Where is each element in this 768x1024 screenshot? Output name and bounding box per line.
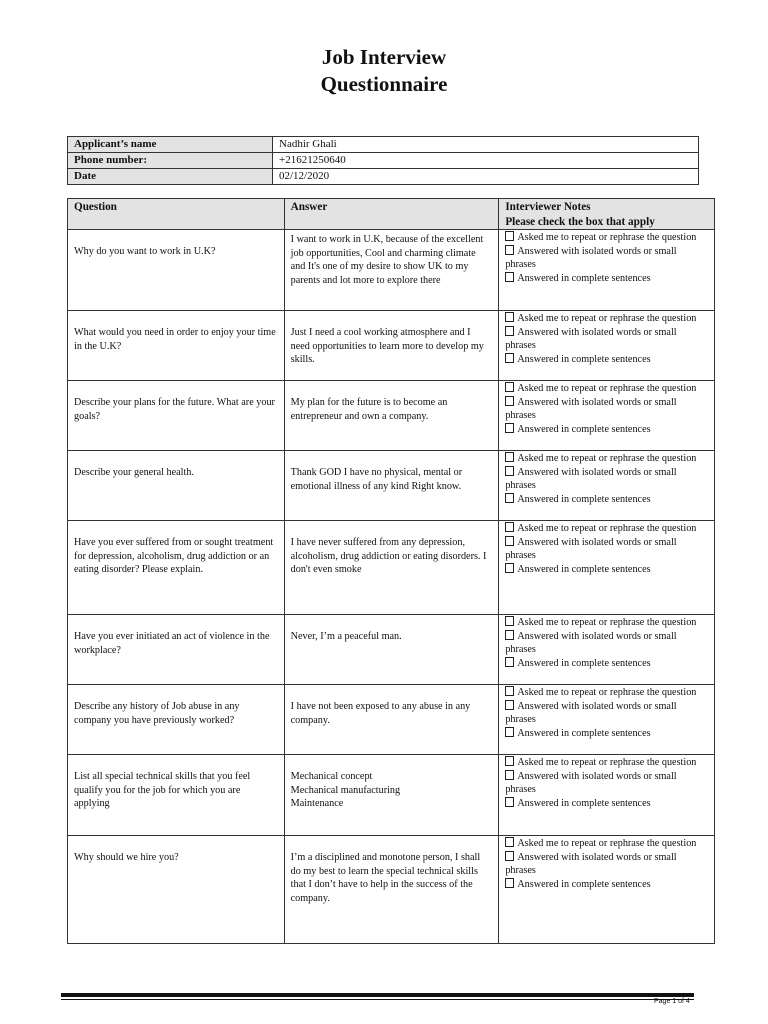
option-label: Asked me to repeat or rephrase the question <box>517 383 697 394</box>
answer-cell <box>284 755 499 836</box>
checkbox-icon[interactable] <box>505 878 514 888</box>
applicant-info-table <box>67 136 699 185</box>
option-label: Answered in complete sentences <box>517 657 651 669</box>
option-label: Answered in complete sentences <box>517 272 651 284</box>
table-row <box>68 615 715 685</box>
notes-column-header <box>499 199 715 230</box>
option-complete[interactable] <box>505 423 708 437</box>
checkbox-icon[interactable] <box>505 851 514 861</box>
document-title <box>0 44 768 98</box>
table-header-row <box>68 199 715 230</box>
page-number: Page 1 of 4 <box>654 998 690 1005</box>
option-isolated[interactable] <box>505 466 708 493</box>
answer-cell <box>284 311 499 381</box>
question-text: Describe your plans for the future. What are your goals? <box>74 397 275 422</box>
option-label: Answered with isolated words or small phrases <box>505 851 677 877</box>
checkbox-icon[interactable] <box>505 353 514 363</box>
option-label: Answered in complete sentences <box>517 353 651 365</box>
date-row <box>68 169 699 185</box>
applicant-name-value[interactable]: Nadhir Ghali <box>273 137 699 153</box>
notes-cell <box>499 230 715 311</box>
checkbox-icon[interactable] <box>505 630 514 640</box>
question-text: Describe any history of Job abuse in any company you have previously worked? <box>74 701 240 726</box>
checkbox-icon[interactable] <box>505 700 514 710</box>
question-text: Why do you want to work in U.K? <box>74 246 216 257</box>
option-repeat[interactable] <box>505 686 708 700</box>
checkbox-icon[interactable] <box>505 522 514 532</box>
checkbox-icon[interactable] <box>505 770 514 780</box>
option-label: Asked me to repeat or rephrase the question <box>517 313 697 324</box>
option-label: Answered with isolated words or small phrases <box>505 326 677 352</box>
option-label: Answered in complete sentences <box>517 493 651 505</box>
option-isolated[interactable] <box>505 630 708 657</box>
checkbox-icon[interactable] <box>505 382 514 392</box>
title-line-2: Questionnaire <box>320 72 448 96</box>
notes-cell <box>499 615 715 685</box>
notes-cell <box>499 311 715 381</box>
answer-cell <box>284 451 499 521</box>
answer-line[interactable]: Mechanical concept <box>290 771 373 782</box>
option-label: Answered in complete sentences <box>517 797 651 809</box>
option-repeat[interactable] <box>505 616 708 630</box>
checkbox-icon[interactable] <box>505 686 514 696</box>
option-repeat[interactable] <box>505 312 708 326</box>
notes-cell <box>499 521 715 615</box>
answer-cell <box>284 521 499 615</box>
notes-cell <box>499 685 715 755</box>
option-label: Answered with isolated words or small phrases <box>505 466 677 492</box>
checkbox-icon[interactable] <box>505 231 514 241</box>
checkbox-icon[interactable] <box>505 563 514 573</box>
option-repeat[interactable] <box>505 837 708 851</box>
question-cell <box>68 230 285 311</box>
phone-number-value[interactable]: +21621250640 <box>273 153 699 169</box>
option-complete[interactable] <box>505 493 708 507</box>
table-row <box>68 836 715 944</box>
table-row <box>68 381 715 451</box>
option-isolated[interactable] <box>505 770 708 797</box>
option-isolated[interactable] <box>505 700 708 727</box>
option-complete[interactable] <box>505 353 708 367</box>
title-line-1: Job Interview <box>321 45 447 69</box>
option-repeat[interactable] <box>505 452 708 466</box>
checkbox-icon[interactable] <box>505 493 514 503</box>
question-cell <box>68 451 285 521</box>
checkbox-icon[interactable] <box>505 423 514 433</box>
option-label: Asked me to repeat or rephrase the question <box>517 687 697 698</box>
option-label: Asked me to repeat or rephrase the question <box>517 232 697 243</box>
answer-line[interactable]: Mechanical manufacturing <box>290 784 401 796</box>
answer-text[interactable]: I want to work in U.K, because of the excellent job opportunities, Cool and charming climate and It's one of my desire to show UK to my parents and lot more to explore there <box>290 234 484 286</box>
option-label: Answered with isolated words or small phrases <box>505 700 677 726</box>
question-cell <box>68 521 285 615</box>
date-value[interactable]: 02/12/2020 <box>273 169 699 185</box>
notes-cell <box>499 755 715 836</box>
question-cell <box>68 615 285 685</box>
question-cell <box>68 311 285 381</box>
question-column-header: Question <box>68 199 285 230</box>
answer-cell <box>284 685 499 755</box>
option-label: Asked me to repeat or rephrase the question <box>517 838 697 849</box>
phone-number-row <box>68 153 699 169</box>
option-label: Answered with isolated words or small phrases <box>505 770 677 796</box>
option-complete[interactable] <box>505 563 708 577</box>
question-cell <box>68 755 285 836</box>
footer-divider-thin <box>61 999 694 1000</box>
checkbox-icon[interactable] <box>505 245 514 255</box>
option-label: Answered with isolated words or small phrases <box>505 536 677 562</box>
option-complete[interactable] <box>505 878 708 892</box>
option-label: Answered with isolated words or small phrases <box>505 630 677 656</box>
option-complete[interactable] <box>505 797 708 811</box>
option-label: Answered with isolated words or small phrases <box>505 396 677 422</box>
checkbox-icon[interactable] <box>505 616 514 626</box>
notes-cell <box>499 451 715 521</box>
option-complete[interactable] <box>505 657 708 671</box>
checkbox-icon[interactable] <box>505 837 514 847</box>
option-complete[interactable] <box>505 727 708 741</box>
option-label: Asked me to repeat or rephrase the question <box>517 617 697 628</box>
applicant-name-row <box>68 137 699 153</box>
notes-cell <box>499 381 715 451</box>
applicant-name-label: Applicant’s name <box>68 137 273 153</box>
notes-header-line-1: Interviewer Notes <box>505 201 591 213</box>
table-row <box>68 230 715 311</box>
option-isolated[interactable] <box>505 245 708 272</box>
answer-cell <box>284 615 499 685</box>
answer-text[interactable]: I have not been exposed to any abuse in any company. <box>290 701 471 726</box>
option-label: Answered in complete sentences <box>517 878 651 890</box>
answer-text[interactable]: Just I need a cool working atmosphere and I need opportunities to learn more to develop my skills. <box>290 327 484 366</box>
answer-line[interactable]: Maintenance <box>290 798 344 810</box>
option-repeat[interactable] <box>505 231 708 245</box>
option-label: Asked me to repeat or rephrase the question <box>517 757 697 768</box>
question-text: Why should we hire you? <box>74 852 179 863</box>
answer-cell <box>284 381 499 451</box>
option-isolated[interactable] <box>505 851 708 878</box>
checkbox-icon[interactable] <box>505 272 514 282</box>
answer-cell <box>284 230 499 311</box>
option-repeat[interactable] <box>505 756 708 770</box>
table-row <box>68 311 715 381</box>
table-row <box>68 521 715 615</box>
question-cell <box>68 836 285 944</box>
question-text: Have you ever suffered from or sought treatment for depression, alcoholism, drug addiction or an eating disorder? Please explain. <box>74 537 274 576</box>
answer-text[interactable]: Thank GOD I have no physical, mental or emotional illness of any kind Right know. <box>290 467 463 492</box>
table-row <box>68 451 715 521</box>
footer-divider <box>61 993 694 997</box>
checkbox-icon[interactable] <box>505 797 514 807</box>
answer-cell <box>284 836 499 944</box>
notes-header-line-2: Please check the box that apply <box>505 215 655 228</box>
option-label: Answered in complete sentences <box>517 563 651 575</box>
checkbox-icon[interactable] <box>505 727 514 737</box>
question-text: Describe your general health. <box>74 467 194 478</box>
date-label: Date <box>68 169 273 185</box>
checkbox-icon[interactable] <box>505 452 514 462</box>
checkbox-icon[interactable] <box>505 536 514 546</box>
question-text: What would you need in order to enjoy your time in the U.K? <box>74 327 276 352</box>
phone-number-label: Phone number: <box>68 153 273 169</box>
checkbox-icon[interactable] <box>505 657 514 667</box>
answer-text[interactable]: My plan for the future is to become an entrepreneur and own a company. <box>290 397 448 422</box>
checkbox-icon[interactable] <box>505 466 514 476</box>
question-cell <box>68 685 285 755</box>
option-isolated[interactable] <box>505 536 708 563</box>
option-complete[interactable] <box>505 272 708 286</box>
option-repeat[interactable] <box>505 382 708 396</box>
option-isolated[interactable] <box>505 396 708 423</box>
option-label: Answered with isolated words or small phrases <box>505 245 677 271</box>
question-text: List all special technical skills that you feel qualify you for the job for which you are applying <box>74 771 251 810</box>
question-cell <box>68 381 285 451</box>
checkbox-icon[interactable] <box>505 396 514 406</box>
option-label: Answered in complete sentences <box>517 727 651 739</box>
option-label: Answered in complete sentences <box>517 423 651 435</box>
answer-text[interactable]: I have never suffered from any depression, alcoholism, drug addiction or eating disorders. I don't even smoke <box>290 537 487 576</box>
answer-column-header: Answer <box>284 199 499 230</box>
option-label: Asked me to repeat or rephrase the question <box>517 453 697 464</box>
answer-text[interactable]: Never, I’m a peaceful man. <box>290 631 402 642</box>
option-repeat[interactable] <box>505 522 708 536</box>
checkbox-icon[interactable] <box>505 312 514 322</box>
table-row <box>68 685 715 755</box>
table-row <box>68 755 715 836</box>
option-isolated[interactable] <box>505 326 708 353</box>
questionnaire-table <box>67 198 715 944</box>
notes-cell <box>499 836 715 944</box>
option-label: Asked me to repeat or rephrase the question <box>517 523 697 534</box>
question-text: Have you ever initiated an act of violence in the workplace? <box>74 631 270 656</box>
checkbox-icon[interactable] <box>505 326 514 336</box>
checkbox-icon[interactable] <box>505 756 514 766</box>
answer-text[interactable]: I’m a disciplined and monotone person, I shall do my best to learn the special technical skills that I don’t have to help in the success of the company. <box>290 852 481 904</box>
